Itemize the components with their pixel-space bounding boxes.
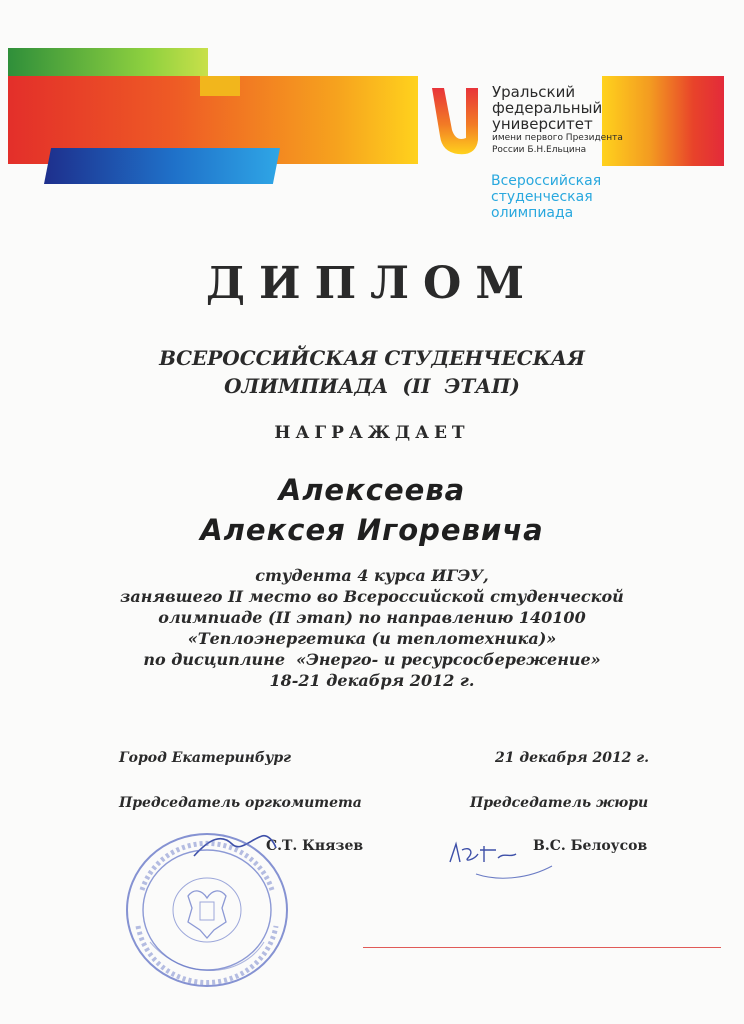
olympiad-name-line: Всероссийская xyxy=(491,173,602,189)
university-name-line: Уральский xyxy=(492,83,576,101)
official-seal-stamp xyxy=(122,830,292,994)
diploma-title: ДИПЛОМ xyxy=(205,258,539,309)
description-line: 18-21 декабря 2012 г. xyxy=(269,671,475,690)
recipient-name xyxy=(0,470,744,550)
subtitle-line: ОЛИМПИАДА (II ЭТАП) xyxy=(224,374,520,398)
org-committee-chair-label: Председатель оргкомитета xyxy=(119,795,362,811)
olympiad-name-line: олимпиада xyxy=(491,205,574,221)
description-line: по дисциплине «Энерго- и ресурсосбережение» xyxy=(143,650,601,669)
banner-stripe-blue xyxy=(44,148,280,184)
university-logo-icon xyxy=(430,84,482,162)
signature-underline xyxy=(363,947,721,948)
recipient-given-names: Алексея Игоревича xyxy=(200,513,544,547)
recipient-surname: Алексеева xyxy=(278,473,466,507)
org-committee-chair-name: С.Т. Князев xyxy=(266,838,364,854)
banner-stripe-yellow xyxy=(200,76,240,96)
university-name-line: университет xyxy=(492,115,593,133)
award-description xyxy=(0,565,744,691)
university-name xyxy=(492,84,623,156)
olympiad-name xyxy=(491,173,601,221)
issue-date: 21 декабря 2012 г. xyxy=(495,750,650,766)
jury-chair-label: Председатель жюри xyxy=(470,795,649,811)
description-line: олимпиаде (II этап) по направлению 140100 xyxy=(158,608,586,627)
description-line: «Теплоэнергетика (и теплотехника)» xyxy=(187,629,557,648)
city-label: Город Екатеринбург xyxy=(119,750,291,766)
diploma-subtitle xyxy=(0,344,744,400)
subtitle-line: ВСЕРОССИЙСКАЯ СТУДЕНЧЕСКАЯ xyxy=(159,346,585,370)
jury-chair-name: В.С. Белоусов xyxy=(533,838,648,854)
awards-heading: НАГРАЖДАЕТ xyxy=(274,423,470,443)
description-line: занявшего II место во Всероссийской студенческой xyxy=(120,587,624,606)
description-line: студента 4 курса ИГЭУ, xyxy=(255,566,489,585)
university-subtitle-line: имени первого Президента xyxy=(492,133,623,143)
university-subtitle-line: России Б.Н.Ельцина xyxy=(492,145,587,155)
university-name-line: федеральный xyxy=(492,99,603,117)
olympiad-name-line: студенческая xyxy=(491,189,593,205)
jury-chair-signature xyxy=(440,832,560,892)
